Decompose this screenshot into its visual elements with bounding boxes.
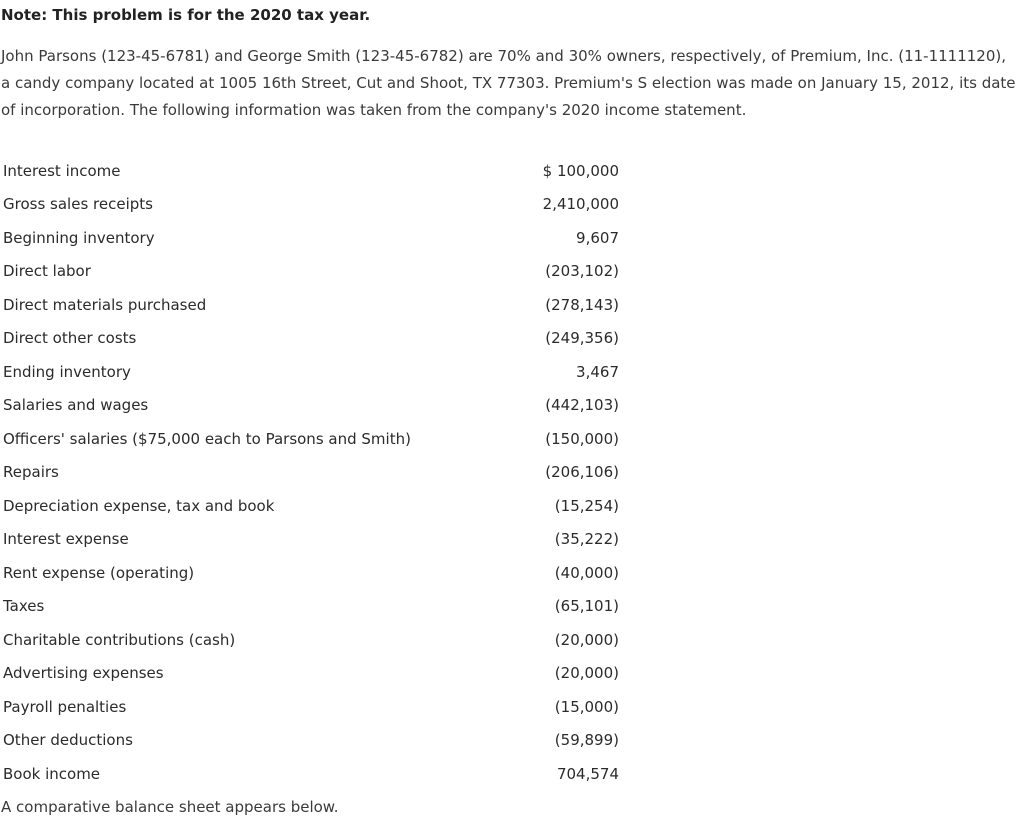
- table-row: [0, 288, 619, 322]
- table-row: [0, 623, 619, 657]
- intro-paragraph: [1, 43, 1023, 124]
- table-row: [0, 590, 619, 624]
- row-amount: (20,000): [554, 664, 619, 683]
- income-statement-table: [0, 154, 619, 791]
- intro-line: John Parsons (123-45-6781) and George Smith (123-45-6782) are 70% and 30% owners, respectively, of Premium, Inc. (11-1111120),: [1, 47, 1007, 65]
- table-row: [0, 690, 619, 724]
- row-amount: 704,574: [556, 764, 619, 783]
- row-label: Depreciation expense, tax and book: [3, 496, 275, 515]
- row-amount: (59,899): [554, 731, 619, 750]
- table-row: [0, 556, 619, 590]
- row-label: Interest expense: [3, 530, 129, 549]
- table-row: [0, 355, 619, 389]
- row-label: Direct materials purchased: [3, 295, 207, 314]
- row-amount: (15,000): [554, 697, 619, 716]
- row-amount: (40,000): [554, 563, 619, 582]
- table-row: [0, 456, 619, 490]
- row-amount: (15,254): [554, 496, 619, 515]
- row-label: Other deductions: [3, 731, 133, 750]
- row-amount: (150,000): [545, 429, 619, 448]
- table-row: [0, 255, 619, 289]
- row-amount: (278,143): [545, 295, 619, 314]
- intro-line: of incorporation. The following information was taken from the company's 2020 income statement.: [1, 101, 747, 119]
- row-amount: (206,106): [545, 463, 619, 482]
- row-amount: (442,103): [545, 396, 619, 415]
- table-row: [0, 489, 619, 523]
- row-amount: 3,467: [576, 362, 619, 381]
- row-label: Charitable contributions (cash): [3, 630, 236, 649]
- row-amount: 2,410,000: [542, 195, 619, 214]
- table-row: [0, 221, 619, 255]
- row-amount: (35,222): [554, 530, 619, 549]
- row-label: Payroll penalties: [3, 697, 127, 716]
- table-row: [0, 154, 619, 188]
- row-amount: (203,102): [545, 262, 619, 281]
- row-label: Salaries and wages: [3, 396, 149, 415]
- row-label: Taxes: [3, 597, 45, 616]
- intro-line: a candy company located at 1005 16th Street, Cut and Shoot, TX 77303. Premium's S election was made on January 15, 2012, its date: [1, 74, 1016, 92]
- row-label: Advertising expenses: [3, 664, 164, 683]
- row-amount: (249,356): [545, 329, 619, 348]
- row-amount: $ 100,000: [542, 161, 619, 180]
- note-heading: Note: This problem is for the 2020 tax year.: [1, 6, 371, 24]
- row-label: Gross sales receipts: [3, 195, 153, 214]
- row-amount: (20,000): [554, 630, 619, 649]
- row-label: Repairs: [3, 463, 59, 482]
- row-label: Beginning inventory: [3, 228, 155, 247]
- table-row: [0, 724, 619, 758]
- table-row: [0, 188, 619, 222]
- footer-text: A comparative balance sheet appears below.: [1, 798, 339, 816]
- table-row: [0, 523, 619, 557]
- table-row: [0, 422, 619, 456]
- table-row: [0, 389, 619, 423]
- table-row: [0, 657, 619, 691]
- row-label: Ending inventory: [3, 362, 131, 381]
- row-label: Rent expense (operating): [3, 563, 195, 582]
- table-row: [0, 322, 619, 356]
- row-label: Direct other costs: [3, 329, 137, 348]
- table-row: [0, 757, 619, 791]
- row-label: Officers' salaries ($75,000 each to Parsons and Smith): [3, 429, 411, 448]
- row-label: Direct labor: [3, 262, 91, 281]
- row-amount: 9,607: [576, 228, 619, 247]
- row-label: Book income: [3, 764, 101, 783]
- row-amount: (65,101): [554, 597, 619, 616]
- row-label: Interest income: [3, 161, 121, 180]
